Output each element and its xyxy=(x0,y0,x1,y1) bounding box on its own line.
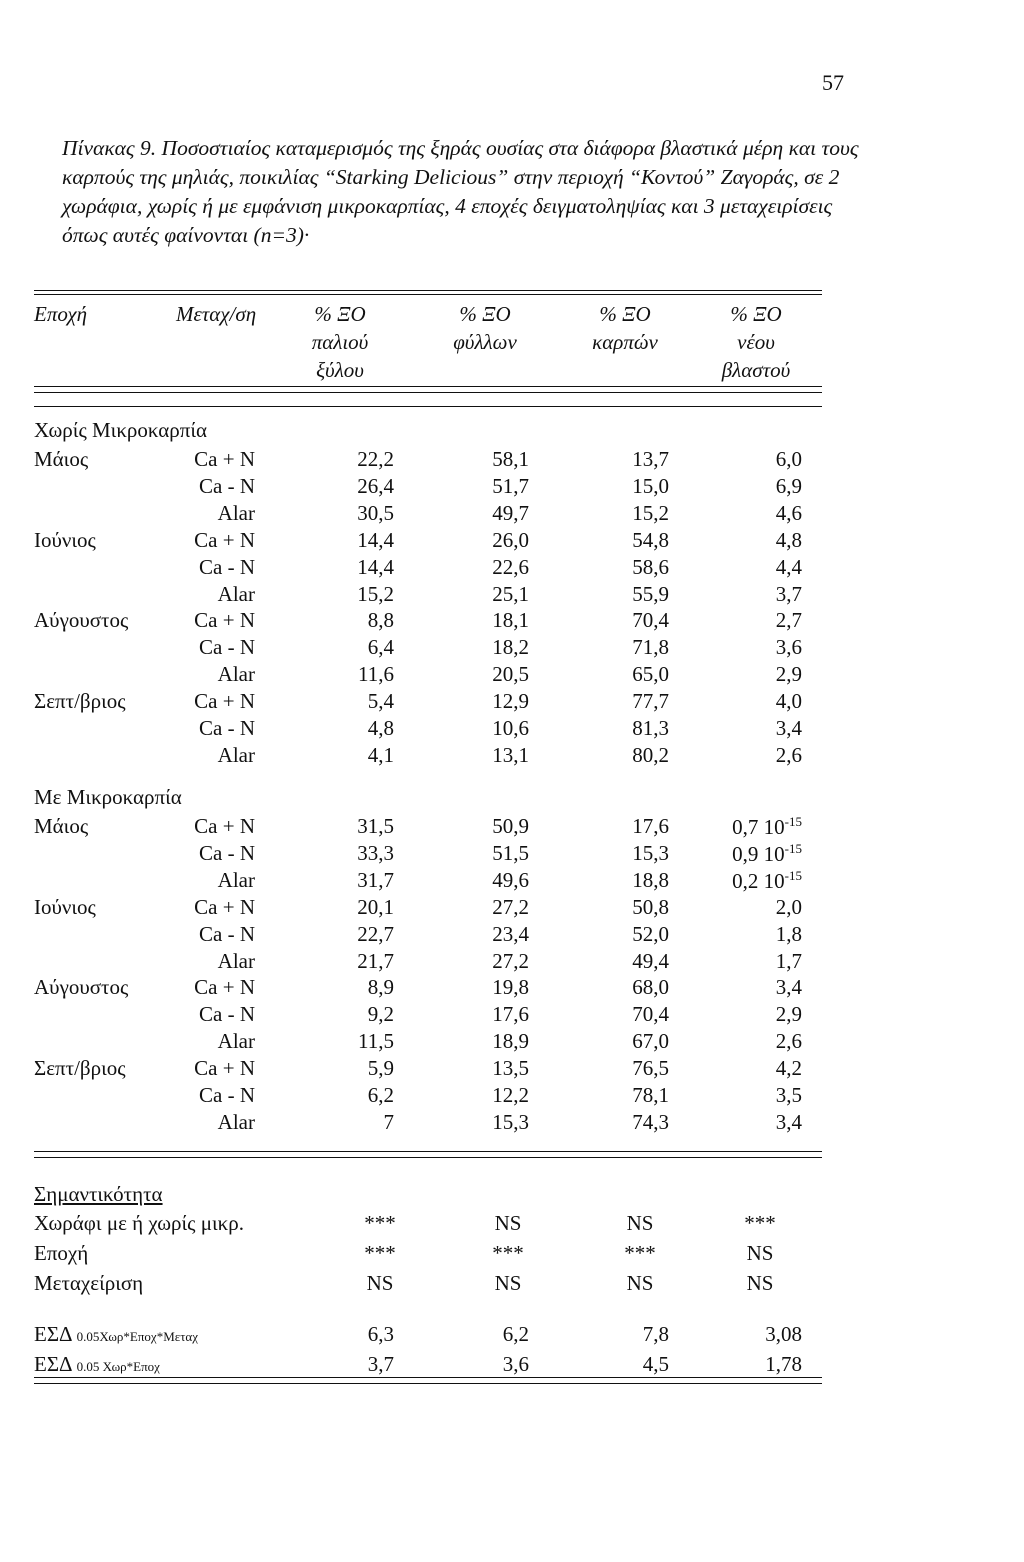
leaves-cell: 19,8 xyxy=(492,975,529,1000)
old-wood-cell: 6,4 xyxy=(367,635,394,660)
new-shoot-value: 2,7 xyxy=(775,608,802,633)
exponent: -15 xyxy=(784,814,802,829)
new-shoot-cell xyxy=(776,1083,802,1108)
new-shoot-cell xyxy=(776,474,802,499)
table-row xyxy=(0,528,1024,555)
old-wood-cell: 14,4 xyxy=(357,554,394,579)
old-wood-cell: 33,3 xyxy=(357,840,394,865)
new-shoot-value: 0,9 10 xyxy=(732,841,785,866)
caption-text: Ποσοστιαίος καταμερισμός της ξηράς ουσίας στα διάφορα βλαστικά μέρη και τους καρπούς της μηλιάς, ποικιλίας “Starking Delicious” στην περιοχή “Κοντού” Ζαγοράς, σε 2 χωράφια, χωρίς ή με εμφάνιση μικροκαρπίας, 4 εποχές δειγματοληψίας και 3 μεταχειρίσεις όπως αυτές φαίνονται (n=3)· xyxy=(62,136,859,247)
header-new-shoot-l1: % ΞΟ xyxy=(730,302,782,326)
season-cell: Αύγουστος xyxy=(34,975,129,1000)
old-wood-cell: 31,5 xyxy=(357,814,394,838)
header-leaves-l2: φύλλων xyxy=(453,330,517,354)
fruits-cell: 67,0 xyxy=(632,1029,669,1054)
new-shoot-cell xyxy=(776,1056,802,1081)
lsd-row xyxy=(0,1352,1024,1380)
leaves-cell: 25,1 xyxy=(492,581,529,606)
new-shoot-cell xyxy=(776,1110,802,1135)
significance-new-shoot: NS xyxy=(746,1271,774,1295)
old-wood-cell: 6,2 xyxy=(367,1083,394,1107)
treatment-cell: Alar xyxy=(217,662,255,687)
new-shoot-cell xyxy=(776,582,802,607)
header-old-wood xyxy=(270,300,410,384)
leaves-cell: 13,5 xyxy=(492,1056,529,1081)
leaves-cell: 27,2 xyxy=(492,948,529,973)
leaves-cell: 13,1 xyxy=(492,742,529,767)
fruits-cell: 15,3 xyxy=(632,840,669,865)
lsd-leaves: 6,2 xyxy=(502,1322,529,1346)
old-wood-cell: 26,4 xyxy=(357,473,394,498)
table-row xyxy=(0,716,1024,743)
header-old-wood-l2: παλιού xyxy=(311,330,369,354)
treatment-cell: Ca - N xyxy=(199,1083,255,1107)
fruits-cell: 55,9 xyxy=(632,581,669,606)
fruits-cell: 71,8 xyxy=(632,635,669,660)
new-shoot-cell xyxy=(776,743,802,768)
leaves-cell: 20,5 xyxy=(492,662,529,687)
fruits-cell: 58,6 xyxy=(632,554,669,579)
exponent: -15 xyxy=(784,840,802,856)
new-shoot-value: 0,7 10 xyxy=(732,815,785,839)
table-row xyxy=(0,1083,1024,1110)
new-shoot-value: 1,7 xyxy=(775,948,802,973)
treatment-cell: Ca + N xyxy=(194,975,255,1000)
old-wood-cell: 5,9 xyxy=(367,1056,394,1081)
new-shoot-value: 4,8 xyxy=(775,527,802,552)
lsd-old-wood: 6,3 xyxy=(367,1322,394,1346)
fruits-cell: 15,0 xyxy=(632,473,669,498)
old-wood-cell: 30,5 xyxy=(357,500,394,525)
treatment-cell: Alar xyxy=(217,1109,255,1134)
leaves-cell: 27,2 xyxy=(492,894,529,919)
leaves-cell: 12,9 xyxy=(492,689,529,714)
fruits-cell: 76,5 xyxy=(632,1056,669,1081)
leaves-cell: 18,2 xyxy=(492,635,529,660)
new-shoot-cell xyxy=(776,608,802,633)
header-old-wood-l3: ξύλου xyxy=(316,358,364,382)
old-wood-cell: 7 xyxy=(383,1109,394,1134)
significance-old-wood: NS xyxy=(366,1271,394,1295)
new-shoot-value: 3,4 xyxy=(775,975,802,1000)
leaves-cell: 51,5 xyxy=(492,840,529,865)
new-shoot-cell xyxy=(776,501,802,526)
leaves-cell: 18,9 xyxy=(492,1029,529,1054)
new-shoot-cell xyxy=(776,635,802,660)
leaves-cell: 26,0 xyxy=(492,527,529,552)
fruits-cell: 70,4 xyxy=(632,608,669,633)
header-old-wood-l1: % ΞΟ xyxy=(314,302,366,326)
significance-leaves: NS xyxy=(494,1271,522,1295)
new-shoot-value: 2,9 xyxy=(775,1002,802,1027)
fruits-cell: 13,7 xyxy=(632,447,669,471)
leaves-cell: 23,4 xyxy=(492,921,529,946)
leaves-cell: 15,3 xyxy=(492,1109,529,1134)
new-shoot-cell xyxy=(776,716,802,741)
lsd-row xyxy=(0,1322,1024,1350)
old-wood-cell: 4,8 xyxy=(367,716,394,740)
table-row xyxy=(0,975,1024,1002)
significance-row xyxy=(0,1271,1024,1299)
table-row xyxy=(0,662,1024,689)
table-row xyxy=(0,474,1024,501)
season-cell: Αύγουστος xyxy=(34,608,129,633)
significance-old-wood: *** xyxy=(364,1241,396,1265)
final-rule-1 xyxy=(34,1377,822,1378)
old-wood-cell: 8,9 xyxy=(367,975,394,1000)
fruits-cell: 65,0 xyxy=(632,662,669,687)
treatment-cell: Ca + N xyxy=(194,894,255,919)
new-shoot-value: 6,0 xyxy=(775,447,802,471)
treatment-cell: Ca - N xyxy=(199,635,255,660)
table-row xyxy=(0,1110,1024,1137)
new-shoot-value: 3,6 xyxy=(775,635,802,660)
treatment-cell: Alar xyxy=(217,581,255,606)
old-wood-cell: 8,8 xyxy=(367,608,394,633)
header-fruits-l1: % ΞΟ xyxy=(599,302,651,326)
fruits-cell: 80,2 xyxy=(632,742,669,767)
leaves-cell: 22,6 xyxy=(492,554,529,579)
new-shoot-value: 4,6 xyxy=(775,500,802,525)
leaves-cell: 49,6 xyxy=(492,867,529,892)
new-shoot-cell xyxy=(732,868,802,894)
table-row xyxy=(0,841,1024,868)
old-wood-cell: 5,4 xyxy=(367,689,394,714)
new-shoot-cell xyxy=(776,662,802,687)
significance-old-wood: *** xyxy=(364,1211,396,1235)
header-leaves xyxy=(415,300,555,356)
fruits-cell: 77,7 xyxy=(632,689,669,714)
table-row xyxy=(0,814,1024,841)
table-row xyxy=(0,689,1024,716)
fruits-cell: 49,4 xyxy=(632,948,669,973)
header-fruits-l2: καρπών xyxy=(592,330,658,354)
leaves-cell: 58,1 xyxy=(492,447,529,471)
header-leaves-l1: % ΞΟ xyxy=(459,302,511,326)
leaves-cell: 17,6 xyxy=(492,1002,529,1027)
new-shoot-value: 2,6 xyxy=(775,742,802,767)
old-wood-cell: 21,7 xyxy=(357,948,394,973)
new-shoot-cell xyxy=(732,814,802,840)
leaves-cell: 51,7 xyxy=(492,473,529,498)
significance-title: Σημαντικότητα xyxy=(34,1182,163,1206)
treatment-cell: Ca - N xyxy=(199,1002,255,1027)
leaves-cell: 18,1 xyxy=(492,608,529,633)
header-season: Εποχή xyxy=(34,302,88,326)
new-shoot-value: 3,7 xyxy=(775,581,802,606)
leaves-cell: 50,9 xyxy=(492,814,529,838)
new-shoot-cell xyxy=(776,895,802,920)
fruits-cell: 50,8 xyxy=(632,894,669,919)
old-wood-cell: 22,2 xyxy=(357,447,394,471)
season-cell: Ιούνιος xyxy=(34,527,96,552)
lsd-fruits: 4,5 xyxy=(642,1352,669,1376)
fruits-cell: 74,3 xyxy=(632,1109,669,1134)
table-row xyxy=(0,582,1024,609)
new-shoot-value: 3,4 xyxy=(775,716,802,740)
leaves-cell: 49,7 xyxy=(492,500,529,525)
lsd-leaves: 3,6 xyxy=(502,1352,529,1376)
significance-fruits: *** xyxy=(624,1241,656,1265)
table-row xyxy=(0,949,1024,976)
new-shoot-cell xyxy=(776,975,802,1000)
treatment-cell: Ca + N xyxy=(194,447,255,471)
old-wood-cell: 31,7 xyxy=(357,867,394,892)
table-row xyxy=(0,635,1024,662)
new-shoot-value: 6,9 xyxy=(775,473,802,498)
lsd-new-shoot: 1,78 xyxy=(765,1352,802,1376)
new-shoot-value: 4,0 xyxy=(775,689,802,714)
fruits-cell: 54,8 xyxy=(632,527,669,552)
significance-label: Χωράφι με ή χωρίς μικρ. xyxy=(34,1211,244,1235)
old-wood-cell: 11,6 xyxy=(358,662,394,687)
new-shoot-cell xyxy=(776,1002,802,1027)
bottom-rule-2 xyxy=(34,1157,822,1158)
significance-label: Μεταχείριση xyxy=(34,1271,144,1295)
page-number: 57 xyxy=(822,70,844,95)
significance-label: Εποχή xyxy=(34,1241,89,1265)
bottom-rule-1 xyxy=(34,1151,822,1152)
old-wood-cell: 14,4 xyxy=(357,527,394,552)
treatment-cell: Ca - N xyxy=(199,554,255,579)
new-shoot-value: 4,2 xyxy=(775,1056,802,1081)
fruits-cell: 81,3 xyxy=(632,716,669,740)
fruits-cell: 78,1 xyxy=(632,1083,669,1107)
table-row xyxy=(0,1029,1024,1056)
lsd-old-wood: 3,7 xyxy=(367,1352,394,1376)
treatment-cell: Ca - N xyxy=(199,716,255,740)
new-shoot-value: 2,6 xyxy=(775,1029,802,1054)
lsd-fruits: 7,8 xyxy=(642,1322,669,1346)
table-row xyxy=(0,895,1024,922)
new-shoot-value: 4,4 xyxy=(775,554,802,579)
top-rule-1 xyxy=(34,290,822,291)
treatment-cell: Ca + N xyxy=(194,814,255,838)
fruits-cell: 17,6 xyxy=(632,814,669,838)
exponent: -15 xyxy=(784,867,802,883)
leaves-cell: 10,6 xyxy=(492,716,529,740)
treatment-cell: Alar xyxy=(217,742,255,767)
season-cell: Μάιος xyxy=(34,447,89,471)
significance-fruits: NS xyxy=(626,1211,654,1235)
new-shoot-cell xyxy=(776,1029,802,1054)
top-rule-2 xyxy=(34,294,822,295)
lsd-new-shoot: 3,08 xyxy=(765,1322,802,1346)
new-shoot-cell xyxy=(776,528,802,553)
header-fruits xyxy=(555,300,695,356)
header-new-shoot xyxy=(686,300,826,384)
caption-label: Πίνακας 9. xyxy=(62,136,157,160)
lsd-label xyxy=(34,1322,198,1347)
lsd-label-sub: 0.05 Χωρ*Εποχ xyxy=(76,1359,160,1374)
season-cell: Ιούνιος xyxy=(34,894,96,919)
new-shoot-value: 2,9 xyxy=(775,662,802,687)
lsd-label-text: ΕΣΔ xyxy=(34,1352,72,1376)
treatment-cell: Alar xyxy=(217,1029,255,1054)
treatment-cell: Ca - N xyxy=(199,840,255,865)
new-shoot-cell xyxy=(776,555,802,580)
season-cell: Μάιος xyxy=(34,814,89,838)
new-shoot-cell xyxy=(776,922,802,947)
treatment-cell: Alar xyxy=(217,948,255,973)
significance-fruits: NS xyxy=(626,1271,654,1295)
treatment-cell: Ca + N xyxy=(194,527,255,552)
treatment-cell: Ca + N xyxy=(194,608,255,633)
new-shoot-cell xyxy=(776,949,802,974)
significance-leaves: NS xyxy=(494,1211,522,1235)
table-row xyxy=(0,555,1024,582)
treatment-cell: Ca + N xyxy=(194,1056,255,1081)
table-row xyxy=(0,447,1024,474)
new-shoot-value: 0,2 10 xyxy=(732,868,785,893)
header-new-shoot-l3: βλαστού xyxy=(721,358,791,382)
new-shoot-cell xyxy=(776,447,802,472)
fruits-cell: 18,8 xyxy=(632,867,669,892)
leaves-cell: 12,2 xyxy=(492,1083,529,1107)
table-row xyxy=(0,743,1024,770)
header-new-shoot-l2: νέου xyxy=(737,330,775,354)
final-rule-2 xyxy=(34,1383,822,1384)
significance-leaves: *** xyxy=(492,1241,524,1265)
old-wood-cell: 15,2 xyxy=(357,581,394,606)
section-title-no-microcarpy: Χωρίς Μικροκαρπία xyxy=(34,418,208,442)
old-wood-cell: 11,5 xyxy=(358,1029,394,1054)
old-wood-cell: 22,7 xyxy=(357,921,394,946)
season-cell: Σεπτ/βριος xyxy=(34,689,126,714)
header-treatment: Μεταχ/ση xyxy=(176,302,257,326)
significance-row xyxy=(0,1241,1024,1269)
lsd-label xyxy=(34,1352,160,1377)
treatment-cell: Alar xyxy=(217,500,255,525)
fruits-cell: 70,4 xyxy=(632,1002,669,1027)
header-rule-2 xyxy=(34,392,822,393)
new-shoot-value: 1,8 xyxy=(775,921,802,946)
new-shoot-value: 3,4 xyxy=(775,1109,802,1134)
header-rule-3 xyxy=(34,406,822,407)
lsd-label-text: ΕΣΔ xyxy=(34,1322,72,1346)
new-shoot-value: 3,5 xyxy=(775,1083,802,1107)
table-row xyxy=(0,868,1024,895)
fruits-cell: 52,0 xyxy=(632,921,669,946)
treatment-cell: Ca + N xyxy=(194,689,255,714)
table-row xyxy=(0,1002,1024,1029)
new-shoot-cell xyxy=(732,841,802,867)
old-wood-cell: 20,1 xyxy=(357,894,394,919)
significance-row xyxy=(0,1211,1024,1239)
lsd-label-sub: 0.05Χωρ*Εποχ*Μεταχ xyxy=(76,1329,199,1344)
treatment-cell: Ca - N xyxy=(199,921,255,946)
old-wood-cell: 9,2 xyxy=(367,1002,394,1027)
treatment-cell: Ca - N xyxy=(199,473,255,498)
fruits-cell: 15,2 xyxy=(632,500,669,525)
significance-new-shoot: NS xyxy=(746,1241,774,1265)
table-row xyxy=(0,1056,1024,1083)
table-row xyxy=(0,501,1024,528)
fruits-cell: 68,0 xyxy=(632,975,669,1000)
table-caption xyxy=(62,134,862,250)
table-row xyxy=(0,922,1024,949)
season-cell: Σεπτ/βριος xyxy=(34,1056,126,1081)
treatment-cell: Alar xyxy=(217,867,255,892)
table-row xyxy=(0,608,1024,635)
new-shoot-cell xyxy=(776,689,802,714)
section-title-with-microcarpy: Με Μικροκαρπία xyxy=(34,785,182,809)
significance-new-shoot: *** xyxy=(744,1211,776,1235)
old-wood-cell: 4,1 xyxy=(367,742,394,767)
new-shoot-value: 2,0 xyxy=(775,894,802,919)
header-rule-1 xyxy=(34,386,822,387)
